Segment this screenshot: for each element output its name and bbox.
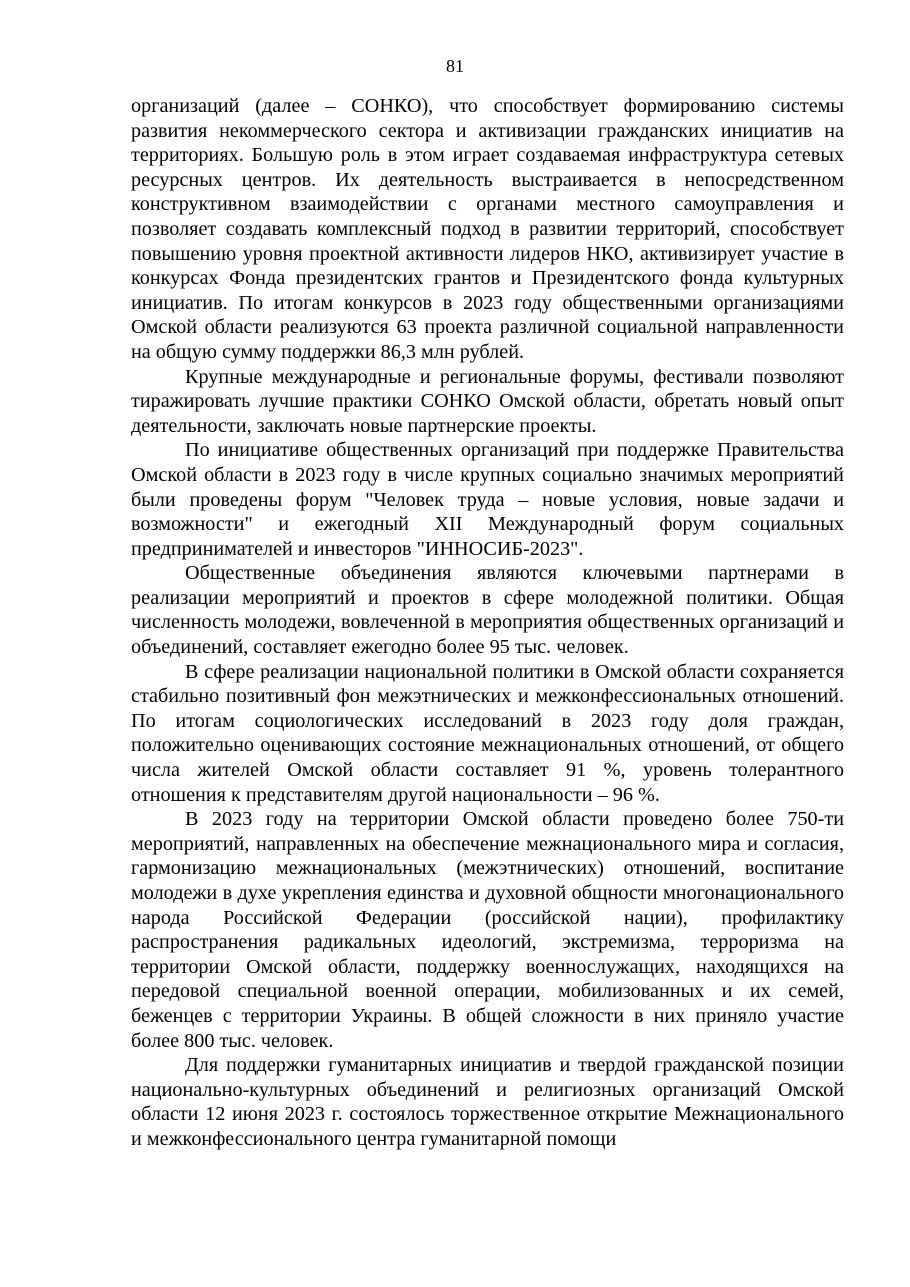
paragraph-youth-policy: Общественные объединения являются ключевыми партнерами в реализации мероприятий и проектов в сфере молодежной политики. Общая численность молодежи, вовлеченной в мероприятия общественных организаций и объединений, составляет ежегодно более 95 тыс. человек. — [131, 562, 844, 659]
document-body — [131, 94, 844, 1152]
paragraph-initiatives: По инициативе общественных организаций при поддержке Правительства Омской области в 2023 году в числе крупных социально значимых мероприятий были проведены форум "Человек труда – новые условия, новые задачи и возможности" и ежегодный XII Международный форум социальных предпринимателей и инвесторов "ИННОСИБ-2023". — [131, 439, 844, 560]
paragraph-events-2023: В 2023 году на территории Омской области проведено более 750-ти мероприятий, направленных на обеспечение межнационального мира и согласия, гармонизацию межнациональных (межэтнических) отношений, воспитание молодежи в духе укрепления единства и духовной общности многонационального народа Российской Федерации (российской нации), профилактику распространения радикальных идеологий, экстремизма, терроризма на территории Омской области, поддержку военнослужащих, находящихся на передовой специальной военной операции, мобилизованных и их семей, беженцев с территории Украины. В общей сложности в них приняло участие более 800 тыс. человек. — [131, 808, 844, 1052]
paragraph-forums: Крупные международные и региональные форумы, фестивали позволяют тиражировать лучшие практики СОНКО Омской области, обретать новый опыт деятельности, заключать новые партнерские проекты. — [131, 365, 844, 437]
paragraph-national-policy: В сфере реализации национальной политики в Омской области сохраняется стабильно позитивный фон межэтнических и межконфессиональных отношений. По итогам социологических исследований в 2023 году доля граждан, положительно оценивающих состояние межнациональных отношений, от общего числа жителей Омской области составляет 91 %, уровень толерантного отношения к представителям другой национальности – 96 %. — [131, 660, 844, 806]
paragraph-sonko-continuation: организаций (далее – СОНКО), что способствует формированию системы развития некоммерческого сектора и активизации гражданских инициатив на территориях. Большую роль в этом играет создаваемая инфраструктура сетевых ресурсных центров. Их деятельность выстраивается в непосредственном конструктивном взаимодействии с органами местного самоуправления и позволяет создавать комплексный подход в развитии территорий, способствует повышению уровня проектной активности лидеров НКО, активизирует участие в конкурсах Фонда президентских грантов и Президентского фонда культурных инициатив. По итогам конкурсов в 2023 году общественными организациями Омской области реализуются 63 проекта различной социальной направленности на общую сумму поддержки 86,3 млн рублей. — [131, 95, 844, 363]
page-number: 81 — [446, 56, 464, 76]
paragraph-humanitarian-center: Для поддержки гуманитарных инициатив и твердой гражданской позиции национально-культурных объединений и религиозных организаций Омской области 12 июня 2023 г. состоялось торжественное открытие Межнационального и межконфессионального центра гуманитарной помощи — [131, 1054, 844, 1150]
